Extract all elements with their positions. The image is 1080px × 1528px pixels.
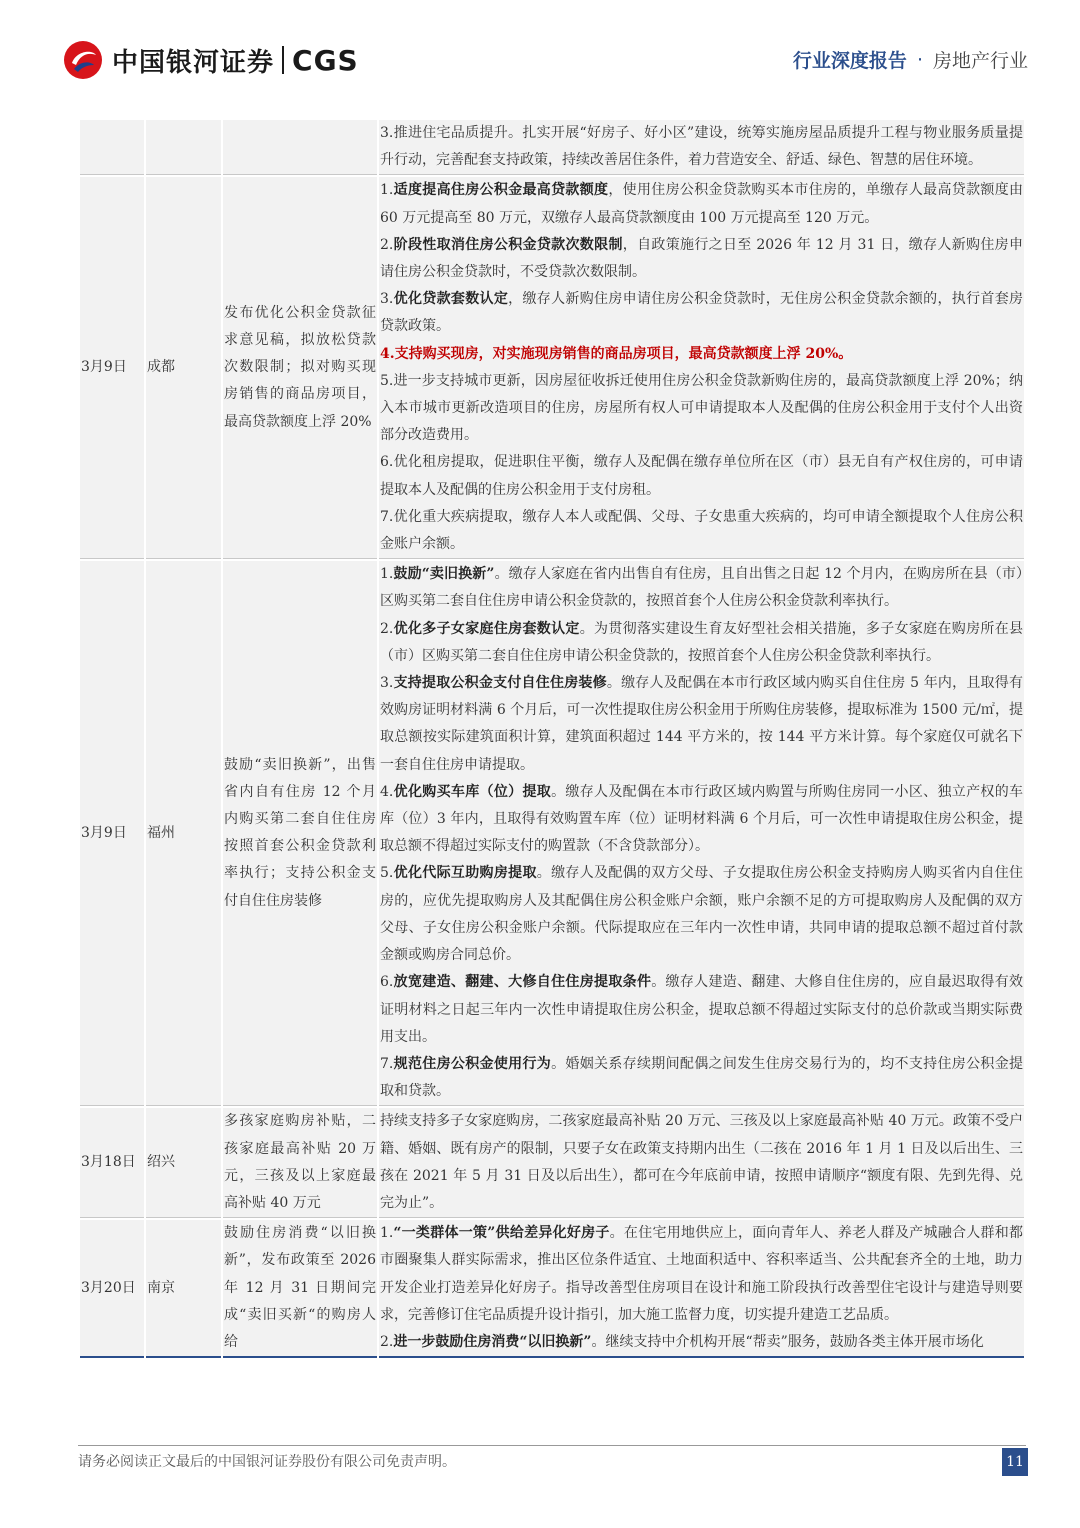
detail-cell [379,561,1024,1106]
policy-item [380,232,1023,286]
table-row [80,561,1024,1106]
summary-cell: 发布优化公积金贷款征求意见稿，拟放松贷款次数限制；拟对购买现房销售的商品房项目，最高贷款额度上浮 20% [223,177,377,559]
policy-item-text: 7. [380,1055,394,1072]
city-cell: 南京 [146,1220,221,1358]
date-cell: 3月9日 [80,177,144,559]
policy-item [380,1329,1023,1356]
table-row [80,177,1024,559]
policy-item-text: 1. [380,182,394,199]
policy-item [380,504,1023,558]
page-number: 11 [1002,1448,1028,1476]
footer-disclaimer: 请务必阅读正文最后的中国银河证券股份有限公司免责声明。 [78,1454,456,1470]
policy-item [380,860,1023,969]
detail-cell [379,177,1024,559]
policy-item-text: 。缴存人建造、翻建、大修自住住房的，应自最迟取得有效证明材料之日起三年内一次性申请提取住房公积金，提取总额不得超过实际支付的总价款或当期实际费用支出。 [380,974,1023,1045]
page-header [0,0,1080,100]
industry-name: 房地产行业 [932,50,1028,72]
table-row [80,1108,1024,1218]
policy-item [380,341,1023,368]
policy-item-heading: 放宽建造、翻建、大修自住住房提取条件 [393,974,652,991]
city-cell: 成都 [146,177,221,559]
policy-table [78,118,1026,1360]
report-title [793,46,1028,73]
policy-item-heading: “一类群体一策”供给差异化好房子 [393,1225,610,1242]
policy-item-text: 7.优化重大疾病提取，缴存人本人或配偶、父母、子女患重大疾病的，均可申请全额提取个人住房公积金账户余额。 [380,508,1023,553]
policy-item-heading: 优化购买车库（位）提取 [393,783,552,800]
policy-item-text: 。缴存人及配偶在本市行政区域内购置与所购住房同一小区、独立产权的车库（位）3 年内，且取得有效购置车库（位）证明材料满 6 个月后，可一次性申请提取住房公积金，提取总额不得超过实际支付的购置款（不含贷款部分）。 [380,783,1024,855]
city-cell: 福州 [146,561,221,1106]
policy-item [380,779,1023,861]
policy-item [380,969,1023,1051]
detail-cell [379,1220,1024,1358]
policy-item-text: 5. [380,865,394,882]
table-row [80,120,1024,175]
policy-item-heading: 优化贷款套数认定 [393,291,509,308]
policy-item-text: 5.进一步支持城市更新，因房屋征收拆迁使用住房公积金贷款新购住房的，最高贷款额度上浮 20%；纳入本市城市更新改造项目的住房，房屋所有权人可申请提取本人及配偶的住房公积金用于支付个人出资部分改造费用。 [380,372,1023,444]
policy-item [380,368,1023,450]
policy-item-text: 3. [380,291,394,308]
policy-item-text: 。继续支持中介机构开展“帮卖”服务，鼓励各类主体开展市场化 [591,1333,984,1350]
policy-item [380,561,1023,615]
detail-cell [379,1108,1024,1218]
date-cell: 3月9日 [80,561,144,1106]
table-row [80,1220,1024,1358]
policy-item-text: 6.优化租房提取，促进职住平衡，缴存人及配偶在缴存单位所在区（市）县无自有产权住房的，可申请提取本人及配偶的住房公积金用于支付房租。 [380,454,1023,498]
logo-divider [282,46,284,74]
policy-item [380,286,1023,340]
policy-item-heading: 优化多子女家庭住房套数认定 [393,620,580,637]
policy-item-text: 。在住宅用地供应上，面向青年人、养老人群及产城融合人群和都市圈聚集人群实际需求，推出区位条件适宜、土地面积适中、容积率适当、公共配套齐全的土地，助力开发企业打造差异化好房子。指导改善型住房项目在设计和施工阶段执行改善型住宅设计与建造导则要求，完善修订住宅品质提升设计指引，加大施工监督力度，切实提升建造工艺品质。 [380,1225,1024,1323]
policy-item-text: 2. [380,620,394,637]
detail-cell [379,120,1024,175]
policy-item-text: 1. [380,566,394,583]
policy-item [380,177,1023,231]
title-separator: · [916,48,923,71]
report-type: 行业深度报告 [792,50,907,72]
summary-cell [223,120,377,175]
policy-item-text: 1. [380,1225,394,1242]
date-cell: 3月18日 [80,1108,144,1218]
policy-item-heading: 适度提高住房公积金最高贷款额度 [393,182,609,199]
summary-cell: 多孩家庭购房补贴，二孩家庭最高补贴 20 万元，三孩及以上家庭最高补贴 40 万元 [223,1108,377,1218]
policy-item [380,1051,1023,1105]
policy-item-text: 。缴存人及配偶在本市行政区域内购买自住住房 5 年内，且取得有效购房证明材料满 6 个月后，可一次性提取住房公积金用于所购住房装修，提取标准为 1500 元/㎡，提取总额按实际建筑面积计算，建筑面积超过 144 平方米的，按 144 平方米计算。每个家庭仅可就名下一套自住住房申请提取。 [380,675,1023,773]
company-logo [62,38,359,82]
policy-item-text: 。缴存人及配偶的双方父母、子女提取住房公积金支持购房人购买省内自住住房的，应优先提取购房人及其配偶住房公积金账户余额，账户余额不足的方可提取购房人及配偶的双方父母、子女住房公积金账户余额。代际提取应在三年内一次性申请，共同申请的提取总额不超过首付款金额或购房合同总价。 [380,865,1024,964]
policy-item-text: 6. [380,974,394,991]
logo-english-name: CGS [292,43,359,77]
policy-item-text: 4. [380,783,394,800]
policy-item-text: ，自政策施行之日至 2026 年 12 月 31 日，缴存人新购住房申请住房公积金贷款时，不受贷款次数限制。 [380,236,1023,281]
policy-item-text: 3. [380,675,394,692]
policy-item-highlight: 4.支持购买现房，对实施现房销售的商品房项目，最高贷款额度上浮 20%。 [380,345,853,362]
policy-item-text: 持续支持多子女家庭购房，二孩家庭最高补贴 20 万元、三孩及以上家庭最高补贴 40 万元。政策不受户籍、婚姻、既有房产的限制，只要子女在政策支持期内出生（二孩在 2016 年 1 月 1 日及以后出生、三孩在 2021 年 5 月 31 日及以后出生），都可在今年底前申请，按照申请顺序“额度有限、先到先得、兑完为止”。 [380,1113,1023,1211]
logo-chinese-name: 中国银河证券 [112,47,275,78]
policy-item [380,449,1023,503]
policy-item-text: 。缴存人家庭在省内出售自有住房，且自出售之日起 12 个月内，在购房所在县（市）区购买第二套自住住房申请公积金贷款的，按照首套个人住房公积金贷款利率执行。 [380,566,1023,610]
summary-cell: 鼓励“卖旧换新”，出售省内自有住房 12 个月内购买第二套自住住房按照首套公积金贷款利率执行；支持公积金支付自住住房装修 [223,561,377,1106]
policy-item-text: 。为贯彻落实建设生育友好型社会相关措施，多子女家庭在购房所在县（市）区购买第二套自住住房申请公积金贷款的，按照首套个人住房公积金贷款利率执行。 [380,620,1024,664]
policy-item-text: 3.推进住宅品质提升。扎实开展“好房子、好小区”建设，统筹实施房屋品质提升工程与物业服务质量提升行动，完善配套支持政策，持续改善居住条件，着力营造安全、舒适、绿色、智慧的居住环境。 [380,125,1023,169]
policy-item [380,1220,1023,1329]
policy-item-heading: 规范住房公积金使用行为 [393,1055,552,1072]
policy-item [380,1108,1023,1217]
policy-item [380,616,1023,670]
policy-item-text: 。婚姻关系存续期间配偶之间发生住房交易行为的，均不支持住房公积金提取和贷款。 [380,1055,1024,1100]
policy-item-heading: 进一步鼓励住房消费“以旧换新” [393,1333,592,1350]
city-cell [146,120,221,175]
policy-item [380,120,1023,174]
summary-cell: 鼓励住房消费“以旧换新”，发布政策至 2026 年 12 月 31 日期间完成“卖旧买新“的购房人给 [223,1220,377,1358]
policy-item-text: ，使用住房公积金贷款购买本市住房的，单缴存人最高贷款额度由 60 万元提高至 80 万元，双缴存人最高贷款额度由 100 万元提高至 120 万元。 [380,182,1024,226]
policy-item-heading: 阶段性取消住房公积金贷款次数限制 [393,236,623,253]
city-cell: 绍兴 [146,1108,221,1218]
policy-item [380,670,1023,779]
policy-item-text: ，缴存人新购住房申请住房公积金贷款时，无住房公积金贷款余额的，执行首套房贷款政策。 [380,291,1024,335]
policy-item-text: 2. [380,1333,394,1350]
footer-divider [78,1445,1026,1446]
date-cell: 3月20日 [80,1220,144,1358]
cgs-logo-icon [62,39,104,81]
policy-item-heading: 优化代际互助购房提取 [393,865,537,882]
date-cell [80,120,144,175]
policy-item-heading: 支持提取公积金支付自住住房装修 [393,675,607,692]
policy-item-text: 2. [380,236,394,253]
policy-item-heading: 鼓励“卖旧换新” [393,566,495,583]
